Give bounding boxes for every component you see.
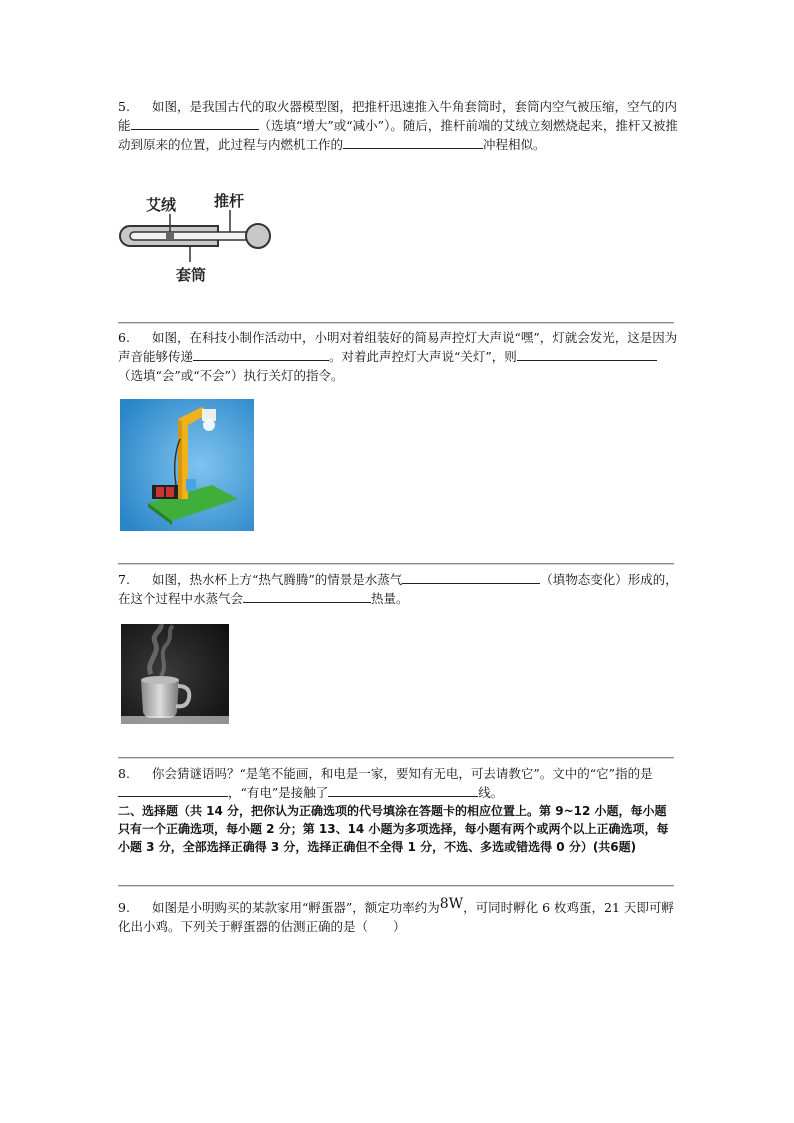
hot-cup-photo — [121, 624, 229, 724]
question-text: ，“有电”是接触了 — [228, 785, 329, 800]
question-text: 如图，热水杯上方“热气腾腾”的情景是水蒸气 — [152, 572, 403, 587]
answer-blank[interactable] — [517, 347, 657, 361]
separator — [118, 563, 674, 565]
answer-blank[interactable] — [343, 135, 483, 149]
rod-knob — [246, 224, 270, 248]
rod-shape — [130, 232, 256, 240]
question-text: ，可同时孵化 6 枚鸡蛋，21 天即可孵化出小鸡。下列关于孵蛋器的估测正确的是（ ） — [118, 900, 674, 934]
answer-blank[interactable] — [193, 347, 329, 361]
label-sleeve: 套筒 — [176, 266, 207, 284]
question-text: （选填“会”或“不会”）执行关灯的指令。 — [118, 368, 344, 383]
answer-blank[interactable] — [328, 783, 478, 797]
sound-lamp-photo — [120, 399, 254, 531]
question-number: 8. — [118, 766, 130, 781]
question-9 — [118, 895, 678, 936]
question-number: 5. — [118, 99, 130, 114]
question-text: 热量。 — [371, 591, 409, 606]
question-text: 如图，是我国古代的取火器模型图，把推杆迅速推入牛角套筒时，套筒内空气被压缩，空气的内能 — [118, 99, 678, 133]
fire-starter-figure — [118, 188, 278, 288]
section-2-instructions: 二、选择题（共 14 分，把你认为正确选项的代号填涂在答题卡的相应位置上。第 9~12 小题，每小题只有一个正确选项，每小题 2 分；第 13、14 小题为多项选择，每小题有两个或两个以上正确选项，每小题 3 分，全部选择正确得 3 分，选择正确但不全得 1 分，不选、多选或错选得 0 分）(共6题) — [118, 804, 669, 854]
question-text: 线。 — [478, 785, 504, 800]
question-text: 如图是小明购买的某款家用“孵蛋器”，额定功率约为 — [152, 900, 440, 915]
separator — [118, 322, 674, 324]
question-7 — [118, 570, 678, 608]
question-text: （选填“增大”或“减小”）。随后，推杆前端的艾绒立刻燃烧起来，推杆又被推动到原来的位置，此过程与内燃机工作的 — [118, 118, 678, 152]
power-value: 8W — [439, 896, 464, 912]
question-6 — [118, 328, 678, 385]
question-number: 6. — [118, 330, 130, 345]
question-5 — [118, 97, 678, 154]
question-8 — [118, 764, 678, 802]
question-text: （填物态变化）形成的，在这个过程中水蒸气会 — [118, 572, 678, 606]
question-text: 如图，在科技小制作活动中，小明对着组装好的简易声控灯大声说“嘿”，灯就会发光，这是因为声音能够传递 — [118, 330, 678, 364]
label-rod: 推杆 — [214, 192, 245, 210]
moxa-shape — [166, 232, 174, 240]
answer-blank[interactable] — [131, 116, 259, 130]
question-number: 9. — [118, 900, 130, 915]
question-text: 冲程相似。 — [483, 137, 546, 152]
separator — [118, 885, 674, 887]
question-number: 7. — [118, 572, 130, 587]
separator — [118, 757, 674, 759]
question-text: 。对着此声控灯大声说“关灯”，则 — [329, 349, 517, 364]
label-moxa: 艾绒 — [146, 196, 177, 214]
answer-blank[interactable] — [118, 783, 228, 797]
answer-blank[interactable] — [402, 570, 540, 584]
answer-blank[interactable] — [243, 589, 371, 603]
question-text: 你会猜谜语吗？“是笔不能画，和电是一家，要知有无电，可去请教它”。文中的“它”指的是 — [152, 766, 653, 781]
